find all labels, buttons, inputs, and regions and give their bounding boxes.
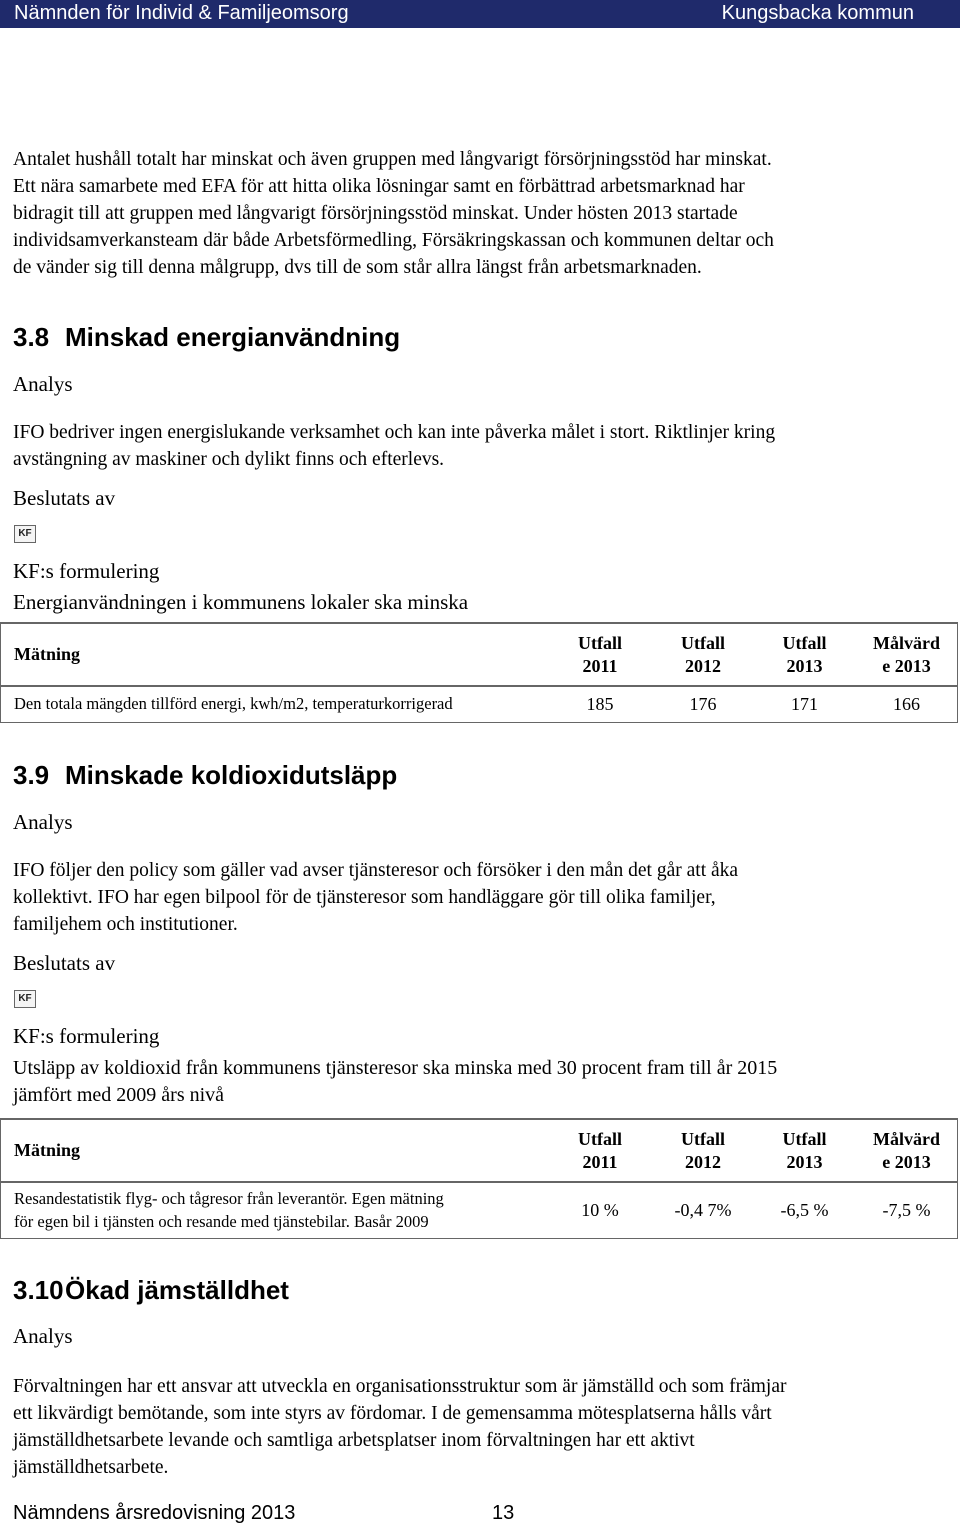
- cell-value: 185: [586, 693, 614, 714]
- analys-line: avstängning av maskiner och dylikt finns och efterlevs.: [13, 449, 445, 470]
- col-header: Utfall 2013: [782, 632, 827, 676]
- col-header: Utfall 2012: [681, 1128, 725, 1172]
- cell-value: 171: [791, 693, 818, 714]
- table-border-right: [957, 1118, 958, 1239]
- col-header-matning: Mätning: [14, 644, 81, 664]
- row-label: Resandestatistik flyg- och tågresor från leverantör. Egen mätning för egen bil i tjänsten och resande med tjänstebilar. Basår 2009: [14, 1189, 444, 1232]
- cell-value: -7,5 %: [882, 1199, 931, 1220]
- analys-line: familjehem och institutioner.: [13, 914, 238, 935]
- table-border-right: [957, 622, 958, 723]
- table-border-left: [0, 622, 1, 723]
- cell-value: 176: [689, 693, 717, 714]
- page-header: [0, 0, 960, 28]
- analys-line: IFO bedriver ingen energislukande verksamhet och kan inte påverka målet i stort. Riktlinjer kring: [13, 422, 776, 443]
- footer-page-number: 13: [492, 1502, 515, 1524]
- section-title: Minskade koldioxidutsläpp: [65, 760, 398, 790]
- footer-title: Nämndens årsredovisning 2013: [13, 1502, 296, 1524]
- kf-formulering-text: [13, 1055, 958, 1109]
- analys-line: jämställdhetsarbete.: [13, 1457, 169, 1478]
- col-header: Utfall 2013: [782, 1128, 827, 1172]
- col-header: Utfall 2011: [578, 632, 622, 676]
- kf-icon: KF: [14, 990, 36, 1008]
- section-number: 3.10: [13, 1275, 64, 1305]
- analys-text: [13, 857, 958, 938]
- intro-line: bidragit till att gruppen med långvarigt försörjningsstöd minskat. Under hösten 2013 startade: [13, 203, 738, 224]
- section-title: Minskad energianvändning: [65, 322, 401, 352]
- section-heading-3-10: [13, 1275, 289, 1306]
- analys-line: jämställdhetsarbete levande och samtliga arbetsplatser inom förvaltningen har ett aktivt: [13, 1430, 695, 1451]
- analys-text: [13, 419, 958, 473]
- col-header: Målvärd e 2013: [873, 632, 940, 676]
- cell-value: 166: [893, 693, 920, 714]
- intro-paragraph: [13, 146, 958, 281]
- intro-line: Ett nära samarbete med EFA för att hitta olika lösningar samt en förbättrad arbetsmarknad har: [13, 176, 745, 197]
- table-row: [0, 1182, 958, 1238]
- cell-value: 10 %: [581, 1199, 619, 1220]
- measurement-table: [0, 622, 958, 723]
- table-row: [0, 686, 958, 722]
- section-heading-3-8: [13, 322, 400, 353]
- analys-line: Förvaltningen har ett ansvar att utveckla en organisationsstruktur som är jämställd och som främjar: [13, 1376, 787, 1397]
- analys-line: IFO följer den policy som gäller vad avser tjänsteresor och försöker i den mån det går att åka: [13, 860, 739, 881]
- measurement-table: [0, 1118, 958, 1239]
- kf-formulering-text: Energianvändningen i kommunens lokaler ska minska: [13, 590, 469, 614]
- row-label: Den totala mängden tillförd energi, kwh/m2, temperaturkorrigerad: [14, 694, 453, 714]
- section-title: Ökad jämställdhet: [65, 1275, 289, 1305]
- kf-icon: KF: [14, 525, 36, 543]
- kf-formulering-label: KF:s formulering: [13, 1024, 160, 1048]
- analys-text: [13, 1373, 958, 1481]
- table-header-row: [0, 623, 958, 686]
- intro-line: de vänder sig till denna målgrupp, dvs till de som står allra längst från arbetsmarknaden.: [13, 257, 702, 278]
- cell-value: -0,4 7%: [674, 1199, 732, 1220]
- table-header-row: [0, 1119, 958, 1182]
- beslutats-av-label: Beslutats av: [13, 951, 116, 975]
- header-org-name: Nämnden för Individ & Familjeomsorg: [14, 2, 349, 24]
- analys-line: ett likvärdigt bemötande, som inte styrs av fördomar. I de gemensamma mötesplatserna hålls vårt: [13, 1403, 772, 1424]
- col-header-matning: Mätning: [14, 1140, 81, 1160]
- section-number: 3.8: [13, 322, 50, 352]
- intro-line: Antalet hushåll totalt har minskat och även gruppen med långvarigt försörjningsstöd har minskat.: [13, 149, 772, 170]
- cell-value: -6,5 %: [780, 1199, 829, 1220]
- header-municipality: Kungsbacka kommun: [721, 2, 914, 24]
- section-number: 3.9: [13, 760, 50, 790]
- analys-label: Analys: [13, 372, 73, 396]
- kf-line: Utsläpp av koldioxid från kommunens tjänsteresor ska minska med 30 procent fram till år 2015: [13, 1057, 778, 1079]
- col-header: Utfall 2012: [681, 632, 725, 676]
- beslutats-av-label: Beslutats av: [13, 486, 116, 510]
- table-border-left: [0, 1118, 1, 1239]
- section-heading-3-9: [13, 760, 397, 791]
- analys-line: kollektivt. IFO har egen bilpool för de tjänsteresor som handläggare gör till olika familjer,: [13, 887, 716, 908]
- col-header: Utfall 2011: [578, 1128, 622, 1172]
- analys-label: Analys: [13, 1324, 73, 1348]
- col-header: Målvärd e 2013: [873, 1128, 940, 1172]
- kf-line: jämfört med 2009 års nivå: [13, 1084, 225, 1106]
- kf-formulering-label: KF:s formulering: [13, 559, 160, 583]
- analys-label: Analys: [13, 810, 73, 834]
- intro-line: individsamverkansteam där både Arbetsförmedling, Försäkringskassan och kommunen deltar och: [13, 230, 774, 251]
